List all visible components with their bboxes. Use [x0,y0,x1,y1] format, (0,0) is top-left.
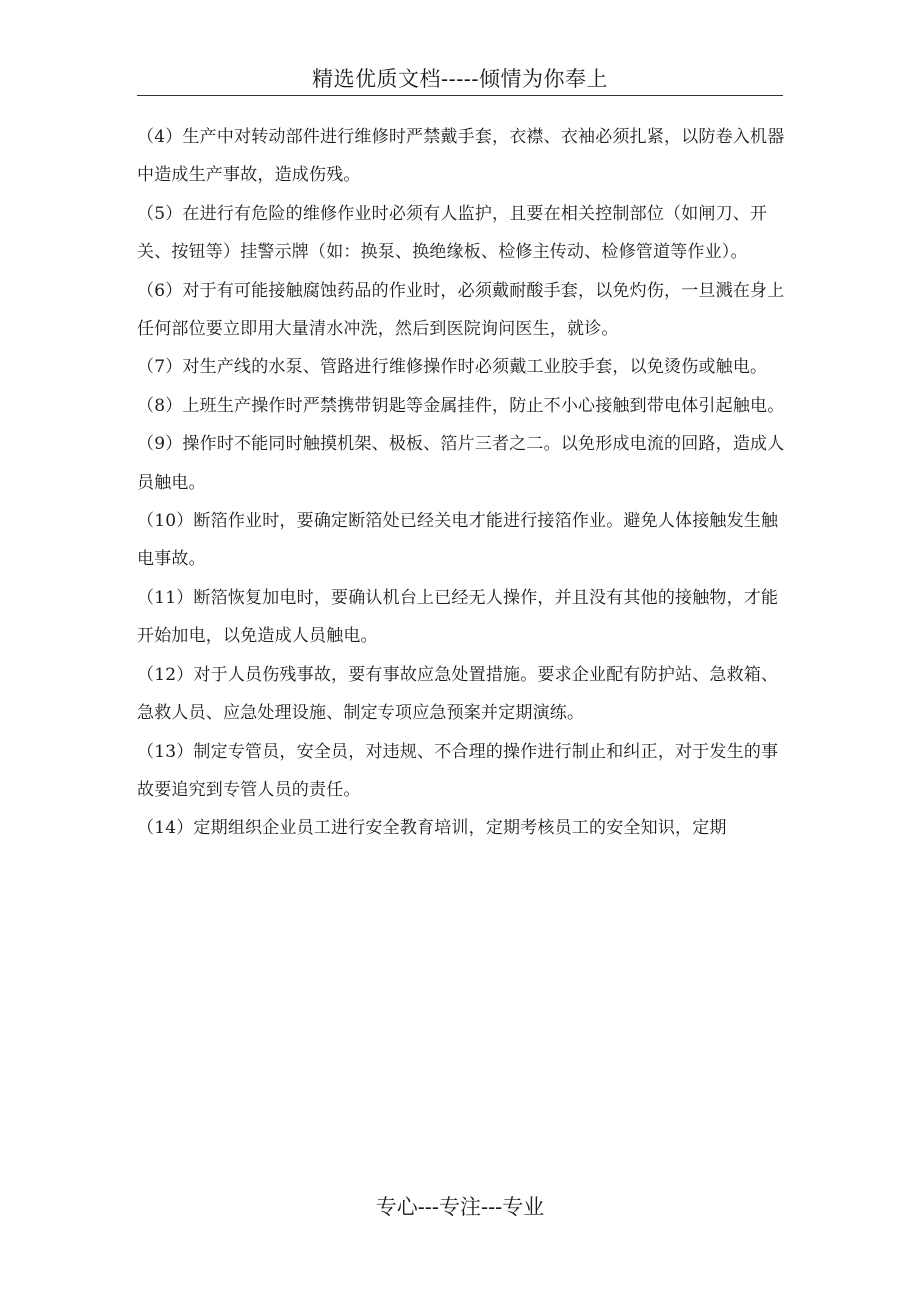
paragraph-item-14: （14）定期组织企业员工进行安全教育培训，定期考核员工的安全知识，定期 [137,818,727,839]
paragraph-item-11: （11）断箔恢复加电时，要确认机台上已经无人操作，并且没有其他的接触物，才能开始加电，以免造成人员触电。 [137,587,779,647]
page-header: 精选优质文档-----倾情为你奉上 [312,67,608,91]
paragraph-item-10: （10）断箔作业时，要确定断箔处已经关电才能进行接箔作业。避免人体接触发生触电事故。 [137,511,779,570]
header-divider [137,95,783,96]
paragraph-item-7: （7）对生产线的水泵、管路进行维修操作时必须戴工业胶手套，以免烫伤或触电。 [137,357,768,378]
paragraph-item-12: （12）对于人员伤残事故，要有事故应急处置措施。要求企业配有防护站、急救箱、急救人员、应急处理设施、制定专项应急预案并定期演练。 [137,664,779,724]
paragraph-item-5: （5）在进行有危险的维修作业时必须有人监护，且要在相关控制部位（如闸刀、开关、按钮等）挂警示牌（如：换泵、换绝缘板、检修主传动、检修管道等作业）。 [137,203,768,263]
paragraph-item-6: （6）对于有可能接触腐蚀药品的作业时，必须戴耐酸手套，以免灼伤，一旦溅在身上任何部位要立即用大量清水冲洗，然后到医院询问医生，就诊。 [137,280,785,340]
paragraph-item-8: （8）上班生产操作时严禁携带钥匙等金属挂件，防止不小心接触到带电体引起触电。 [137,395,785,416]
paragraph-item-13: （13）制定专管员，安全员，对违规、不合理的操作进行制止和纠正，对于发生的事故要追究到专管人员的责任。 [137,741,779,800]
paragraph-item-4: （4）生产中对转动部件进行维修时严禁戴手套，衣襟、衣袖必须扎紧，以防卷入机器中造成生产事故，造成伤残。 [137,127,785,186]
paragraph-item-9: （9）操作时不能同时触摸机架、极板、箔片三者之二。以免形成电流的回路，造成人员触电。 [137,434,785,493]
document-body [137,118,787,848]
page-footer: 专心---专注---专业 [375,1195,545,1219]
